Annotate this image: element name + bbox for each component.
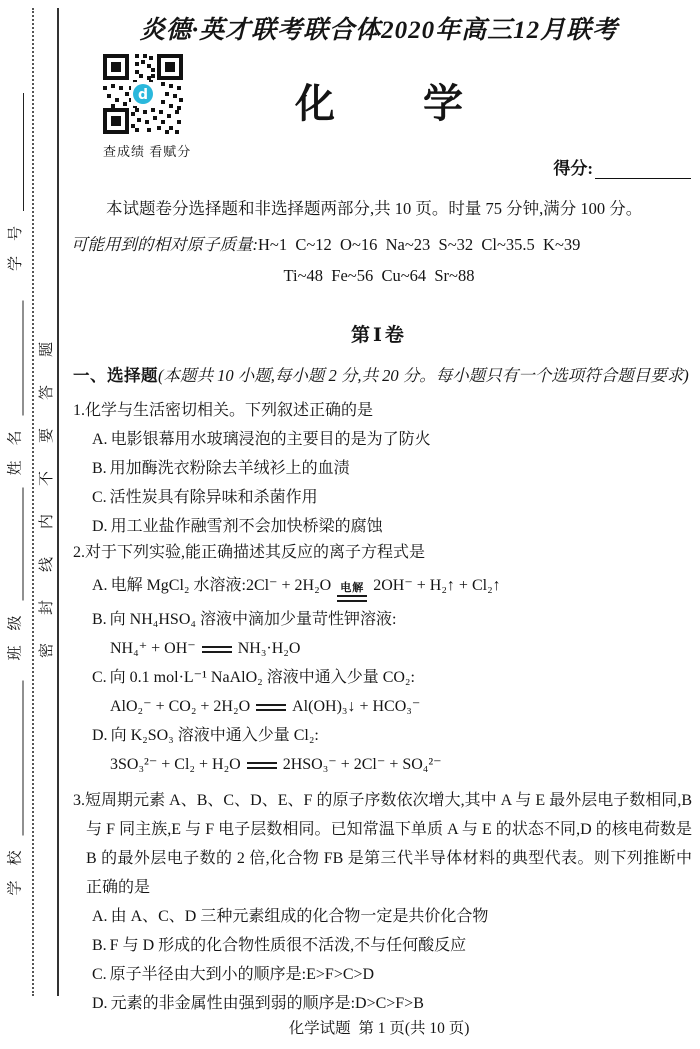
score-label: 得分: <box>553 159 593 178</box>
equation-c-right: Al(OH)₃↓ + HCO₃⁻ <box>292 698 421 715</box>
student-id-field <box>4 93 24 271</box>
score-row <box>553 154 691 179</box>
exam-instructions: 本试题卷分选择题和非选择题两部分,共 10 页。时量 75 分钟,满分 100 分。 <box>106 199 643 218</box>
student-id-label: 学号 <box>8 210 24 271</box>
equation-d-right: 2HSO₃⁻ + 2Cl⁻ + SO₄²⁻ <box>282 756 442 773</box>
class-label: 班级 <box>7 600 24 661</box>
seal-text: 密封线内不要答题 <box>39 313 55 658</box>
question-3-number: 3. <box>73 792 85 809</box>
double-line <box>337 595 367 602</box>
main-content <box>63 0 695 1049</box>
question-1-number: 1. <box>73 402 85 419</box>
atomic-masses-line1 <box>71 232 691 258</box>
atomic-masses-line2: Ti~48 Fe~56 Cu~64 Sr~88 <box>283 266 475 285</box>
electrolysis-equals-sign <box>337 582 367 602</box>
score-blank <box>595 163 691 179</box>
school-blank <box>9 681 24 836</box>
question-2-option-c: C. 向 0.1 mol·L⁻¹ NaAlO₂ 溶液中通入少量 CO₂: <box>92 669 415 686</box>
equals-sign <box>247 762 277 769</box>
section-heading: 一、选择题 <box>73 366 158 385</box>
equation-b-left: NH₄⁺ + OH⁻ <box>110 640 196 657</box>
section-note: (本题共 10 小题,每小题 2 分,共 20 分。每小题只有一个选项符合题目要求) <box>158 366 689 385</box>
question-1-stem: 1.化学与生活密切相关。下列叙述正确的是 <box>73 402 374 419</box>
equation-b-right: NH₃·H₂O <box>237 640 301 657</box>
equation-a-right: 2OH⁻ + H₂↑ + Cl₂↑ <box>373 577 501 594</box>
student-name-field <box>4 301 24 476</box>
question-3-option-b: B. F 与 D 形成的化合物性质很不活泼,不与任何酸反应 <box>92 937 467 954</box>
question-2-stem: 2.对于下列实验,能正确描述其反应的离子方程式是 <box>73 544 426 561</box>
qr-caption: 查成绩 看赋分 <box>103 144 192 159</box>
question-2-option-b: B. 向 NH₄HSO₄ 溶液中滴加少量苛性钾溶液: <box>92 611 397 628</box>
question-3 <box>73 786 692 1018</box>
student-name-label: 姓名 <box>7 415 24 476</box>
seal-solid-line <box>57 8 59 996</box>
question-3-option-a: A. 由 A、C、D 三种元素组成的化合物一定是共价化合物 <box>92 908 489 925</box>
question-2-number: 2. <box>73 544 85 561</box>
equation-c-left: AlO₂⁻ + CO₂ + 2H₂O <box>110 698 251 715</box>
question-2-option-d: D. 向 K₂SO₃ 溶液中通入少量 Cl₂: <box>92 727 319 744</box>
question-2 <box>73 538 692 779</box>
question-3-option-c: C. 原子半径由大到小的顺序是:E>F>C>D <box>92 966 375 983</box>
question-1-option-b: B. 用加酶洗衣粉除去羊绒衫上的血渍 <box>92 460 350 477</box>
question-1-option-d: D. 用工业盐作融雪剂不会加快桥梁的腐蚀 <box>92 518 383 535</box>
exam-title: 炎德·英才联考联合体2020年高三12月联考 <box>139 17 619 44</box>
question-3-stem: 3.短周期元素 A、B、C、D、E、F 的原子序数依次增大,其中 A 与 E 最外层电子数相同,B 与 F 同主族,E 与 F 电子层数相同。已知常温下单质 A 与 E 的状态不同,D 的核电荷数是 B 的最外层电子数的 2 倍,化合物 FB 是第三代半导体材料的典型代表。则下列推断中正确的是 <box>73 792 692 896</box>
equals-sign <box>256 704 286 711</box>
question-3-option-d: D. 元素的非金属性由强到弱的顺序是:D>C>F>B <box>92 995 424 1012</box>
electrolysis-label: 电解 <box>340 582 365 594</box>
question-2-option-a: A. 电解 MgCl₂ 水溶液:2Cl⁻ + 2H₂O 电解 2OH⁻ + H₂↑ + Cl₂↑ <box>73 567 692 605</box>
school-label: 学校 <box>7 835 24 896</box>
class-blank <box>9 488 24 601</box>
student-name-blank <box>9 301 24 416</box>
question-1-option-a: A. 电影银幕用水玻璃浸泡的主要目的是为了防火 <box>92 431 431 448</box>
equals-sign <box>202 646 232 653</box>
seal-dotted-line <box>32 8 34 996</box>
equation-d-left: 3SO₃²⁻ + Cl₂ + H₂O <box>110 756 241 773</box>
subject-title: 化学 <box>295 81 551 126</box>
question-2-option-b-equation <box>73 634 692 663</box>
section-heading-row <box>73 362 691 386</box>
question-1 <box>73 396 692 541</box>
question-2-option-d-equation <box>73 750 692 779</box>
question-1-option-c: C. 活性炭具有除异味和杀菌作用 <box>92 489 318 506</box>
equation-a-left: 2Cl⁻ + 2H₂O <box>245 577 332 594</box>
part-title: 第Ⅰ卷 <box>351 325 407 346</box>
masses-label: 可能用到的相对原子质量: <box>71 235 258 254</box>
svg-text:d: d <box>137 87 149 103</box>
school-field <box>4 681 24 896</box>
student-id-blank <box>9 93 24 211</box>
masses-values-1: H~1 C~12 O~16 Na~23 S~32 Cl~35.5 K~39 <box>258 235 581 254</box>
page-footer: 化学试题 第 1 页(共 10 页) <box>288 1020 470 1037</box>
class-field <box>4 488 24 661</box>
question-2-option-c-equation <box>73 692 692 721</box>
